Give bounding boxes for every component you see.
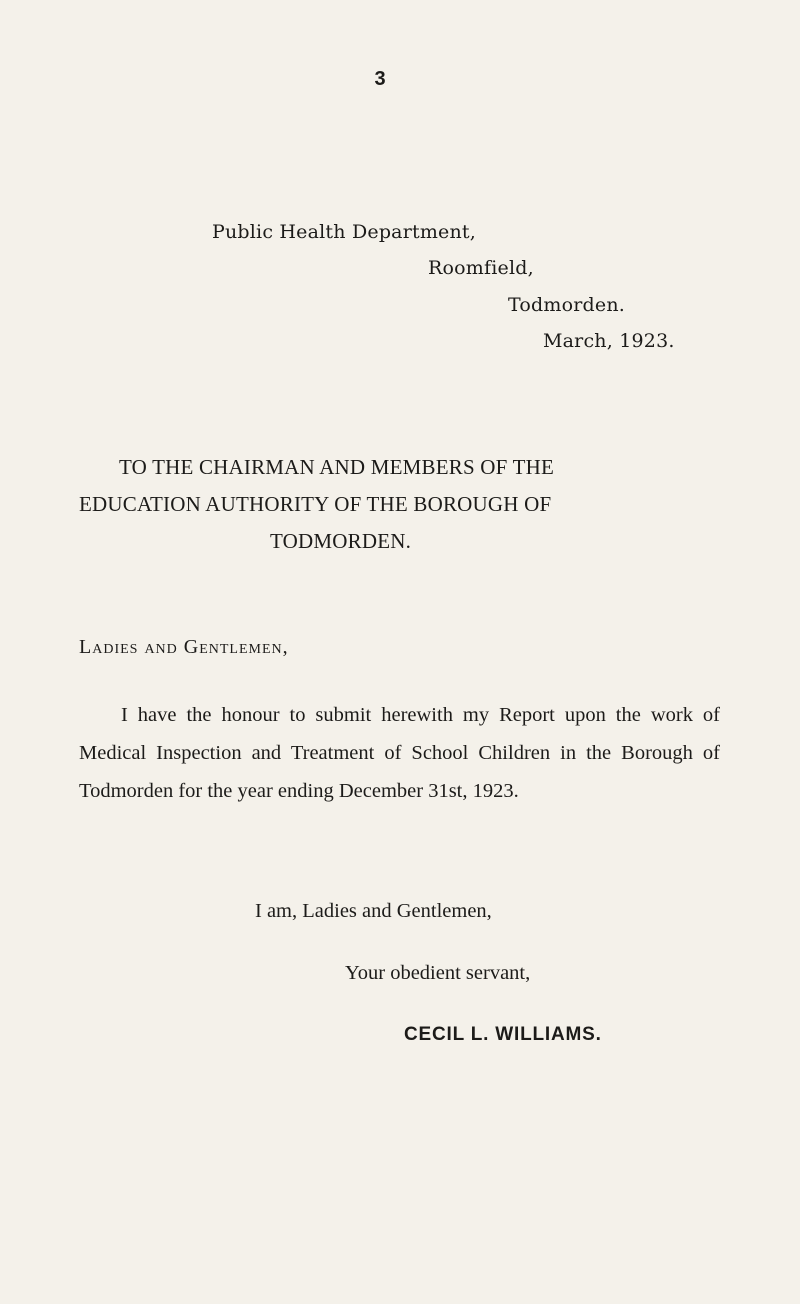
address-department: Public Health Department,	[212, 221, 477, 243]
signature: CECIL L. WILLIAMS.	[404, 1024, 602, 1045]
address-town: Todmorden.	[508, 294, 626, 316]
greeting: Ladies and Gentlemen,	[79, 636, 289, 658]
letter-date: March, 1923.	[543, 330, 675, 352]
addressee-line-1: TO THE CHAIRMAN AND MEMBERS OF THE	[119, 455, 555, 479]
address-building: Roomfield,	[428, 257, 534, 279]
closing-line: I am, Ladies and Gentlemen,	[255, 900, 492, 922]
addressee-line-3: TODMORDEN.	[270, 529, 412, 553]
page-number: 3	[374, 68, 386, 90]
body-paragraph	[79, 696, 720, 810]
valediction: Your obedient servant,	[345, 962, 531, 984]
body-text: I have the honour to submit herewith my Report upon the work of Medical Inspection and Treatment of School Children in the Borough of Todmorden for the year ending December 31st, 1923.	[79, 704, 720, 802]
addressee-line-2: EDUCATION AUTHORITY OF THE BOROUGH OF	[79, 492, 552, 516]
